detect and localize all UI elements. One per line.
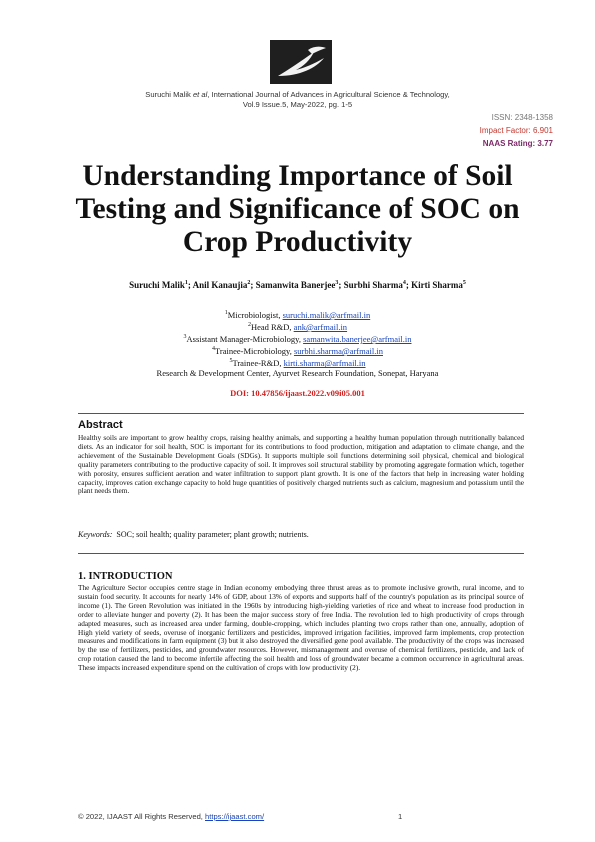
- institution: Research & Development Center, Ayurvet Research Foundation, Sonepat, Haryana: [156, 368, 439, 379]
- affiliation-mark: 3: [183, 334, 187, 341]
- author-affiliation-mark: 3: [335, 280, 339, 286]
- abstract-text: Healthy soils are important to grow healthy crops, raising healthy animals, and supporting a healthy human population through nutritionally balanced diets. As an indicator for soil health, SOC is important for its contributions to food production, mitigation and adaptation to climate change, and the achievement of the Sustainable Development Goals (SDGs). It supports multiple soil functions determining soil physical, chemical and biological quality parameters contributing to the productive capacity of soil. It improves soil structural stability by promoting aggregate formation which, together with porosity, ensures sufficient aeration and water infiltration to support plant growth. It is one of the factors that help in increasing water holding capacity, improves cation exchange capacity to hold huge quantities of positively charged nutrients such as calcium, magnesium and potassium until the plant needs them.: [78, 433, 524, 496]
- copyright: © 2022, IJAAST All Rights Reserved,: [78, 812, 206, 821]
- author-name: Samanwita Banerjee: [255, 280, 336, 290]
- journal-logo: [270, 40, 332, 84]
- affiliations: [40, 308, 555, 378]
- divider-2: [78, 553, 524, 554]
- affiliation-mark: 5: [229, 358, 233, 365]
- author-list: Suruchi Malik$^1$; Anil Kanaujia$^2$; Samanwita Banerjee$^3$; Surbhi Sharma$^4$; Kirti Sharma$^5$: [129, 280, 466, 290]
- affiliation-line: [40, 356, 555, 368]
- email-link[interactable]: kirti.sharma@arfmail.in: [283, 357, 366, 368]
- doi: DOI: 10.47856/ijaast.2022.v09i05.001: [230, 388, 365, 398]
- author-affiliation-mark: 5: [462, 280, 466, 286]
- keywords-label: Keywords:: [78, 530, 113, 539]
- keywords-text: SOC; soil health; quality parameter; plant growth; nutrients.: [116, 530, 309, 539]
- intro-heading: 1. INTRODUCTION: [78, 571, 173, 582]
- paper-title: Understanding Importance of Soil Testing and Significance of SOC on Crop Productivity: [75, 160, 520, 258]
- author-affiliation-mark: 4: [402, 280, 406, 286]
- affiliation-line: [40, 344, 555, 356]
- author-affiliation-mark: 1: [184, 280, 188, 286]
- affiliation-role: Assistant Manager-Microbiology,: [186, 333, 304, 344]
- email-link[interactable]: surbhi.sharma@arfmail.in: [293, 345, 383, 356]
- affiliation-mark: 1: [224, 310, 228, 316]
- affiliation-role: Trainee-R&D,: [232, 357, 284, 368]
- divider: [78, 413, 524, 414]
- affiliation-mark: 2: [247, 322, 251, 329]
- author-name: Kirti Sharma: [411, 280, 463, 290]
- impact-factor: Impact Factor: 6.901: [479, 126, 553, 135]
- email-link[interactable]: ank@arfmail.in: [293, 321, 348, 332]
- issn: ISSN: 2348-1358: [491, 113, 553, 122]
- intro-text: The Agriculture Sector occupies centre stage in Indian economy embodying three thrust areas as to promote inclusive growth, rural income, and to sustain food security. It accounts for nearly 14% of GDP, about 13% of exports and supports half of the country's population as its principal source of income (1). The Green Revolution was initiated in the 1960s by introducing high-yielding varieties of rice and wheat to increase food production in order to alleviate hunger and poverty (2). It has been the major success story of free India. The revolution led to high productivity of crops through adapted measures, such as increased area under farming, double-cropping, which includes planting two crops rather than one, annually, adoption of High yield variety of seeds, overuse of inorganic fertilizers and pesticides, improved irrigation facilities, improved farm implements, crop protection measures and modifications in farm equipment (3) but it also destroyed the diversified gene pool available. The productivity of the crops was increased by the use of fertilizers, pesticides, and groundwater resources. However, mismanagement and overuse of chemical fertilizers, pesticide, and lack of crop rotation caused the land to become infertile affecting the soil health and loss of groundwater became a common occurrence in agricultural areas. These impacts increased expenditure spend on the cultivation of crops with low productivity (2).: [78, 583, 524, 673]
- email-link[interactable]: samanwita.banerjee@arfmail.in: [303, 333, 412, 344]
- author-name: Anil Kanaujia: [192, 280, 248, 290]
- affiliation-line: [40, 320, 555, 332]
- running-header: Suruchi Malik et al, International Journal of Advances in Agricultural Science & Technology,: [145, 90, 450, 99]
- journal-link[interactable]: https://ijaast.com/: [205, 812, 265, 821]
- affiliation-role: Trainee-Microbiology,: [215, 345, 294, 356]
- affiliation-role: Head R&D,: [250, 321, 294, 332]
- leaf-bird-icon: [270, 40, 332, 84]
- affiliation-mark: 4: [212, 346, 216, 353]
- page-number: 1: [398, 812, 403, 821]
- running-header-volume: Vol.9 Issue.5, May-2022, pg. 1-5: [242, 100, 353, 109]
- author-name: Suruchi Malik: [129, 280, 185, 290]
- keywords: [78, 530, 524, 539]
- naas-rating: NAAS Rating: 3.77: [482, 139, 553, 148]
- affiliation-role: Microbiologist,: [227, 309, 283, 320]
- journal-meta: [480, 111, 553, 150]
- author-affiliation-mark: 2: [247, 280, 251, 286]
- page-footer: [78, 812, 524, 821]
- affiliation-line: [40, 332, 555, 344]
- affiliation-line: [40, 308, 555, 320]
- author-name: Surbhi Sharma: [343, 280, 403, 290]
- abstract-heading: Abstract: [78, 419, 123, 431]
- email-link[interactable]: suruchi.malik@arfmail.in: [282, 309, 371, 320]
